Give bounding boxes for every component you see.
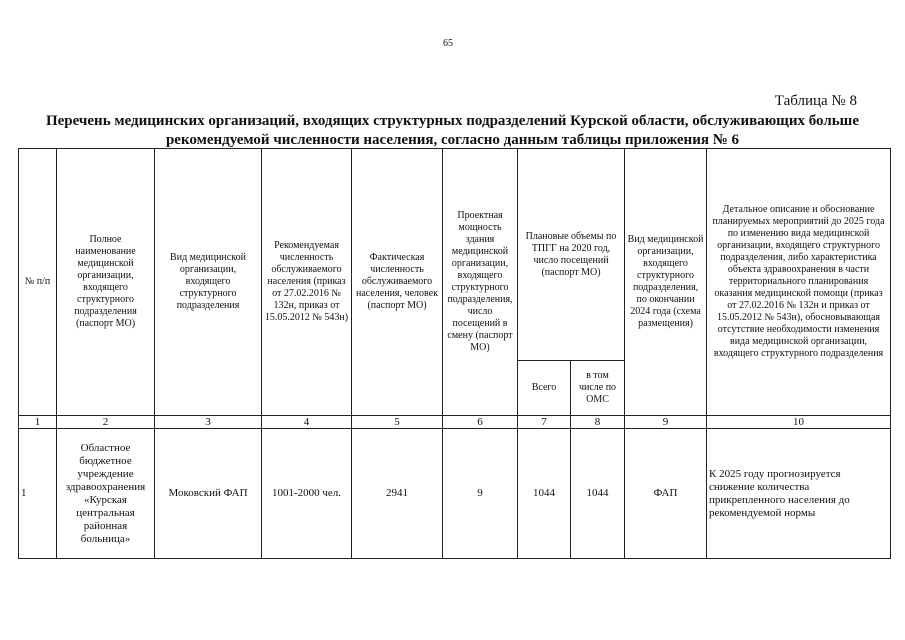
page-number: 65 bbox=[443, 38, 453, 49]
header-col-3: Вид медицинской организации, входящего структурного подразделения bbox=[155, 149, 262, 416]
header-col-7-8: Плановые объемы по ТПГГ на 2020 год, число посещений (паспорт МО) bbox=[518, 149, 625, 361]
column-number: 4 bbox=[262, 416, 352, 429]
organization-name: Областное бюджетное учреждение здравоохранения «Курская центральная районная больница» bbox=[57, 429, 155, 559]
title-line-1: Перечень медицинских организаций, входящих структурных подразделений Курской области, обслуживающих больше bbox=[45, 113, 860, 129]
column-number: 3 bbox=[155, 416, 262, 429]
header-row bbox=[19, 149, 891, 361]
column-number: 5 bbox=[352, 416, 443, 429]
column-number: 8 bbox=[571, 416, 625, 429]
header-col-2: Полное наименование медицинской организации, входящего структурного подразделения (паспорт МО) bbox=[57, 149, 155, 416]
column-number: 7 bbox=[518, 416, 571, 429]
design-capacity: 9 bbox=[443, 429, 518, 559]
header-col-9: Вид медицинской организации, входящего структурного подразделения, по окончании 2024 года (схема размещения) bbox=[625, 149, 707, 416]
organizations-table bbox=[18, 148, 891, 559]
table-label: Таблица № 8 bbox=[774, 93, 857, 109]
description: К 2025 году прогнозируется снижение количества прикрепленного населения до рекомендуемой нормы bbox=[707, 429, 891, 559]
header-col-6: Проектная мощность здания медицинской организации, входящего структурного подразделения, число посещений в смену (паспорт МО) bbox=[443, 149, 518, 416]
organization-type: Моковский ФАП bbox=[155, 429, 262, 559]
header-col-10: Детальное описание и обоснование планируемых мероприятий до 2025 года по изменению вида медицинской организации, входящего структурного подразделения, либо характеристика объекта здравоохранения в части территориального планирования оказания медицинской помощи (приказ от 27.02.2016 № 132н и приказ от 15.05.2012 № 543н), обосновывающая отсутствие необходимости изменения вида медицинской организации, входящего структурного подразделения bbox=[707, 149, 891, 416]
column-number: 9 bbox=[625, 416, 707, 429]
column-number-row bbox=[19, 416, 891, 429]
column-number: 2 bbox=[57, 416, 155, 429]
table-row bbox=[19, 429, 891, 559]
header-col-5: Фактическая численность обслуживаемого населения, человек (паспорт МО) bbox=[352, 149, 443, 416]
column-number: 1 bbox=[19, 416, 57, 429]
header-col-1: № п/п bbox=[19, 149, 57, 416]
document-title bbox=[20, 112, 885, 150]
column-number: 6 bbox=[443, 416, 518, 429]
column-number: 10 bbox=[707, 416, 891, 429]
header-col-4: Рекомендуемая численность обслуживаемого населения (приказ от 27.02.2016 № 132н, приказ от 15.05.2012 № 543н) bbox=[262, 149, 352, 416]
planned-oms: 1044 bbox=[571, 429, 625, 559]
subheader-total: Всего bbox=[518, 361, 571, 416]
actual-population: 2941 bbox=[352, 429, 443, 559]
recommended-population: 1001-2000 чел. bbox=[262, 429, 352, 559]
subheader-oms: в том числе по ОМС bbox=[571, 361, 625, 416]
planned-total: 1044 bbox=[518, 429, 571, 559]
title-line-2: рекомендуемой численности населения, согласно данным таблицы приложения № 6 bbox=[165, 132, 740, 148]
row-number: 1 bbox=[19, 429, 57, 559]
organization-type-2024: ФАП bbox=[625, 429, 707, 559]
